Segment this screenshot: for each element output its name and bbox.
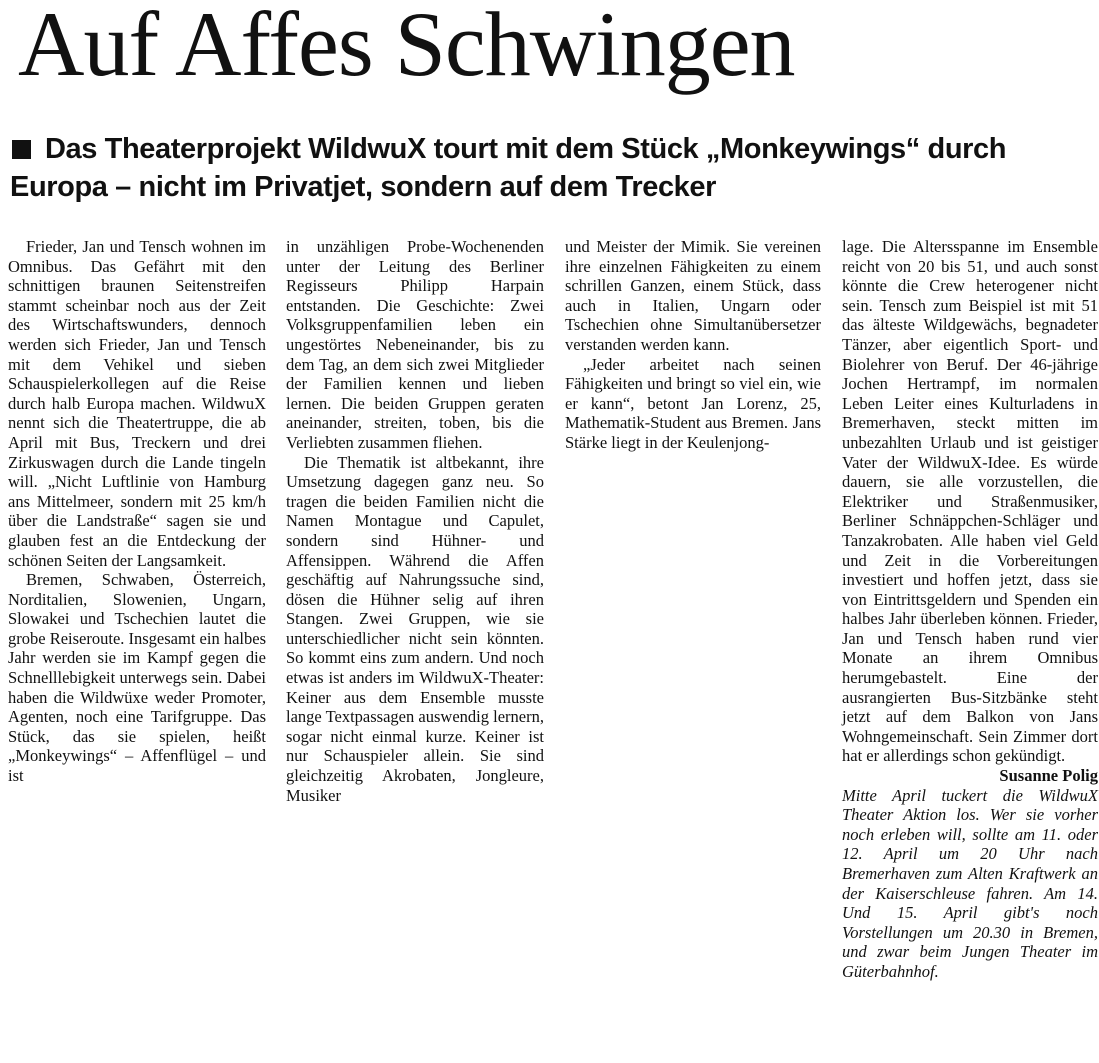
event-note: Mitte April tuckert die WildwuX Theater Aktion los. Wer sie vorher noch erleben will, sollte am 11. oder 12. April um 20 Uhr nach Bremerhaven zum Alten Kraftwerk an der Kaiserschleuse fahren. Am 14. Und 15. April gibt's noch Vorstellungen um 20.30 in Bremen, und zwar beim Jungen Theater im Güterbahnhof.: [842, 785, 1098, 981]
subheadline-block: [10, 130, 1090, 206]
article-column-4: [842, 237, 1098, 982]
article-column-3: [565, 237, 821, 453]
paragraph: lage. Die Altersspanne im Ensemble reicht von 20 bis 51, und auch sonst könnte die Crew heterogener nicht sein. Tensch zum Beispiel ist mit 51 das älteste Wildgewächs, begnadeter Tänzer, aber eigentlich Sport- und Biolehrer von Beruf. Der 46-jährige Jochen Hertrampf, im normalen Leben Leiter eines Kulturladens in Bremerhaven, steckt mitten im unbezahlten Urlaub und ist geistiger Vater der WildwuX-Idee. Es würde dauern, sie alle vorzustellen, die Elektriker und Straßenmusiker, Berliner Schnäppchen-Schläger und Tanzakrobaten. Alle haben viel Geld und Zeit in die Vorbereitungen investiert und hoffen jetzt, dass sie von Eintrittsgeldern und Spenden ein halbes Jahr überleben können. Frieder, Jan und Tensch haben rund vier Monate an ihrem Omnibus herumgebastelt. Eine der ausrangierten Bus-Sitzbänke steht jetzt auf dem Balkon von Jans Wohngemeinschaft. Sein Zimmer dort hat er allerdings schon gekündigt.: [842, 237, 1098, 766]
subheadline: Das Theaterprojekt WildwuX tourt mit dem Stück „Monkeywings“ durch Europa – nicht im Privatjet, sondern auf dem Trecker: [10, 133, 1007, 203]
paragraph: Frieder, Jan und Tensch wohnen im Omnibus. Das Gefährt mit den schnittigen braunen Seitenstreifen stammt scheinbar noch aus der Zeit des Wirtschaftswunders, dennoch werden sich Frieder, Jan und Tensch mit dem Vehikel und sieben Schauspielerkollegen auf die Reise durch halb Europa machen. WildwuX nennt sich die Theatertruppe, die ab April mit Bus, Treckern und drei Zirkuswagen durch die Lande tingeln will. „Nicht Luftlinie von Hamburg ans Mittelmeer, sondern mit 25 km/h über die Landstraße“ sagen sie und glauben fest an die Entdeckung der schönen Seiten der Langsamkeit.: [8, 237, 266, 570]
headline: Auf Affes Schwingen: [18, 0, 795, 95]
paragraph: Die Thematik ist altbekannt, ihre Umsetzung dagegen ganz neu. So tragen die beiden Familien nicht die Namen Montague und Capulet, sondern sind Hühner- und Affensippen. Während die Affen geschäftig auf Nahrungssuche sind, dösen die Hühner selig auf ihren Stangen. Zwei Gruppen, wie sie unterschiedlicher nicht sein könnten. So kommt eins zum andern. Und noch etwas ist anders im WildwuX-Theater: Keiner aus dem Ensemble musste lange Textpassagen auswendig lernern, sogar nicht einmal kurze. Keiner ist nur Schauspieler allein. Sie sind gleichzeitig Akrobaten, Jongleure, Musiker: [286, 452, 544, 805]
paragraph: Bremen, Schwaben, Österreich, Norditalien, Slowenien, Ungarn, Slowakei und Tschechien lautet die grobe Reiseroute. Insgesamt ein halbes Jahr werden sie im Kampf gegen die Schnelllebigkeit unterwegs sein. Dabei haben die Wildwüxe weder Promoter, Agenten, noch eine Tarifgruppe. Das Stück, das sie spielen, heißt „Monkeywings“ – Affenflügel – und ist: [8, 570, 266, 786]
article-column-1: [8, 237, 266, 786]
bullet-square-icon: [12, 140, 31, 159]
article-column-2: [286, 237, 544, 805]
paragraph: und Meister der Mimik. Sie vereinen ihre einzelnen Fähigkeiten zu einem schrillen Ganzen, einem Stück, dass auch in Italien, Ungarn oder Tschechien ohne Simultanübersetzer verstanden werden kann.: [565, 237, 821, 354]
paragraph: „Jeder arbeitet nach seinen Fähigkeiten und bringt so viel ein, wie er kann“, betont Jan Lorenz, 25, Mathematik-Student aus Bremen. Jans Stärke liegt in der Keulenjong-: [565, 354, 821, 452]
paragraph: in unzähligen Probe-Wochenenden unter der Leitung des Berliner Regisseurs Philipp Harpain entstanden. Die Geschichte: Zwei Volksgruppenfamilien leben ein ungestörtes Nebeneinander, bis zu dem Tag, an dem sich zwei Mitglieder der Familien kennen und lieben lernen. Die beiden Gruppen geraten aneinander, streiten, toben, bis die Verliebten zusammen fliehen.: [286, 237, 544, 452]
author-byline: Susanne Polig: [999, 766, 1098, 786]
